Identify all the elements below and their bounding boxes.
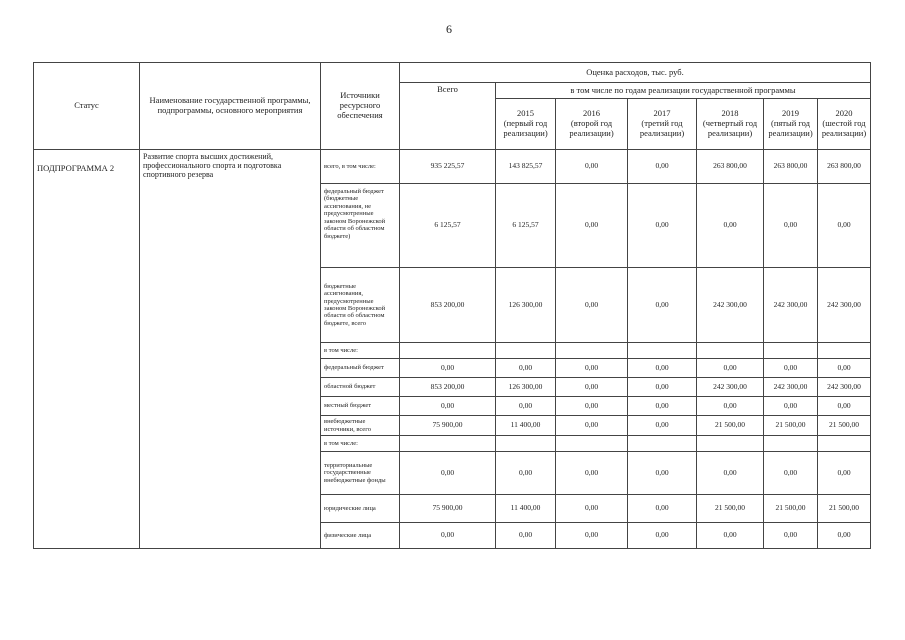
value-cell: 0,00 [697,397,764,416]
value-cell [628,343,697,359]
value-cell [818,436,871,452]
source-cell: в том числе: [321,436,400,452]
value-cell [818,343,871,359]
value-cell: 0,00 [628,150,697,184]
page-number: 6 [446,22,452,36]
value-cell: 75 900,00 [400,416,496,436]
value-cell: 242 300,00 [697,378,764,397]
source-cell: территориальные государственные внебюджетные фонды [321,452,400,495]
value-cell: 0,00 [556,416,628,436]
value-cell: 21 500,00 [818,495,871,523]
source-cell: областной бюджет [321,378,400,397]
value-cell: 935 225,57 [400,150,496,184]
value-cell [556,436,628,452]
value-cell [764,343,818,359]
value-cell: 0,00 [628,495,697,523]
header-total: Всего [400,83,496,150]
value-cell: 0,00 [400,523,496,549]
source-cell: физические лица [321,523,400,549]
header-year-2015: 2015 (первый год реализации) [496,99,556,150]
value-cell: 0,00 [496,523,556,549]
value-cell [628,436,697,452]
value-cell: 0,00 [400,452,496,495]
value-cell [496,343,556,359]
value-cell: 21 500,00 [764,416,818,436]
value-cell: 0,00 [400,397,496,416]
value-cell: 0,00 [556,523,628,549]
value-cell: 0,00 [764,359,818,378]
value-cell: 0,00 [818,184,871,268]
value-cell: 0,00 [764,523,818,549]
header-year-2018: 2018 (четвертый год реализации) [697,99,764,150]
value-cell: 0,00 [556,268,628,343]
program-name-cell: Развитие спорта высших достижений, профессионального спорта и подготовка спортивного резерва [140,150,321,549]
value-cell [556,343,628,359]
value-cell: 0,00 [400,359,496,378]
source-cell: федеральный бюджет [321,359,400,378]
value-cell: 21 500,00 [697,495,764,523]
value-cell: 0,00 [628,268,697,343]
budget-table [33,62,871,549]
header-year-2020: 2020 (шестой год реализации) [818,99,871,150]
value-cell: 0,00 [556,495,628,523]
value-cell: 853 200,00 [400,268,496,343]
value-cell: 0,00 [628,523,697,549]
value-cell: 11 400,00 [496,416,556,436]
value-cell [697,436,764,452]
value-cell: 0,00 [697,523,764,549]
value-cell: 0,00 [764,397,818,416]
value-cell [697,343,764,359]
source-cell: всего, в том числе: [321,150,400,184]
value-cell: 21 500,00 [818,416,871,436]
value-cell: 0,00 [628,359,697,378]
value-cell: 21 500,00 [697,416,764,436]
header-year-2017: 2017 (третий год реализации) [628,99,697,150]
value-cell: 75 900,00 [400,495,496,523]
header-year-2016: 2016 (второй год реализации) [556,99,628,150]
value-cell: 0,00 [556,150,628,184]
value-cell: 6 125,57 [496,184,556,268]
value-cell: 242 300,00 [764,378,818,397]
value-cell: 0,00 [496,452,556,495]
source-cell: бюджетные ассигнования, предусмотренные законом Воронежской области об областном бюджете, всего [321,268,400,343]
source-cell: федеральный бюджет (бюджетные ассигнования, не предусмотренные законом Воронежской области об областном бюджете) [321,184,400,268]
value-cell: 0,00 [818,452,871,495]
header-by-years: в том числе по годам реализации государственной программы [496,83,871,99]
value-cell: 0,00 [818,397,871,416]
value-cell: 0,00 [628,378,697,397]
value-cell: 143 825,57 [496,150,556,184]
value-cell: 0,00 [556,397,628,416]
header-name: Наименование государственной программы, подпрограммы, основного мероприятия [140,63,321,150]
value-cell: 21 500,00 [764,495,818,523]
value-cell: 0,00 [496,397,556,416]
value-cell: 0,00 [628,184,697,268]
header-sources: Источники ресурсного обеспечения [321,63,400,150]
value-cell: 0,00 [556,452,628,495]
value-cell: 0,00 [697,359,764,378]
value-cell: 242 300,00 [818,268,871,343]
source-cell: в том числе: [321,343,400,359]
value-cell: 0,00 [556,359,628,378]
value-cell [496,436,556,452]
value-cell: 242 300,00 [764,268,818,343]
value-cell: 0,00 [764,452,818,495]
header-year-2019: 2019 (пятый год реализации) [764,99,818,150]
value-cell: 263 800,00 [764,150,818,184]
value-cell: 11 400,00 [496,495,556,523]
value-cell [400,436,496,452]
value-cell: 0,00 [628,452,697,495]
header-status: Статус [34,63,140,150]
source-cell: местный бюджет [321,397,400,416]
value-cell: 853 200,00 [400,378,496,397]
value-cell: 0,00 [628,397,697,416]
source-cell: юридические лица [321,495,400,523]
value-cell: 0,00 [556,184,628,268]
value-cell: 0,00 [818,523,871,549]
value-cell: 0,00 [697,452,764,495]
value-cell: 0,00 [556,378,628,397]
value-cell: 263 800,00 [697,150,764,184]
status-cell: ПОДПРОГРАММА 2 [34,150,140,549]
value-cell: 0,00 [628,416,697,436]
value-cell: 6 125,57 [400,184,496,268]
value-cell: 242 300,00 [818,378,871,397]
value-cell: 0,00 [496,359,556,378]
value-cell: 263 800,00 [818,150,871,184]
value-cell: 0,00 [697,184,764,268]
value-cell: 242 300,00 [697,268,764,343]
value-cell: 0,00 [818,359,871,378]
value-cell [764,436,818,452]
value-cell: 126 300,00 [496,268,556,343]
value-cell [400,343,496,359]
header-estimate: Оценка расходов, тыс. руб. [400,63,871,83]
source-cell: внебюджетные источники, всего [321,416,400,436]
value-cell: 0,00 [764,184,818,268]
value-cell: 126 300,00 [496,378,556,397]
